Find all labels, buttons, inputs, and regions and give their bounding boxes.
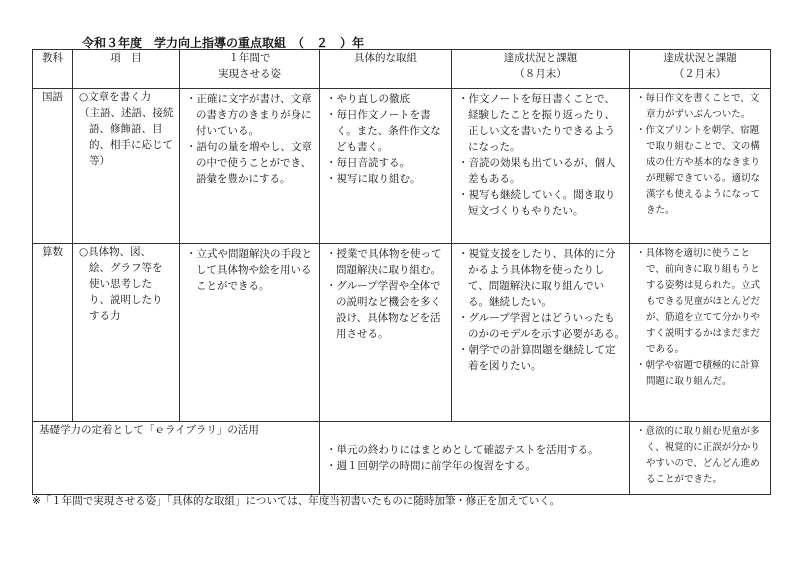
list-item: ・視写に取り組む。 <box>326 173 421 185</box>
list-item: ・正確に文字が書け、文章の書き方のきまりが身に付いている。 <box>186 93 312 137</box>
goal-cell <box>180 89 320 244</box>
header-annual-goal: １年間で 実現させる姿 <box>180 50 320 89</box>
list-item: ・毎日作文を書くことで、文章力がずいぶんついた。 <box>636 93 760 120</box>
topic-cell <box>73 244 180 422</box>
plan-table <box>32 49 771 495</box>
row-sansu <box>33 244 771 422</box>
topic-sub: 絵、グラフ等を <box>89 262 163 274</box>
actions-cell <box>320 89 452 244</box>
subject-cell: 国語 <box>33 89 73 244</box>
topic-main: ○具体物、図、 <box>79 246 152 258</box>
list-item: ・毎日音読する。 <box>326 157 410 169</box>
page-title: 令和３年度 学力向上指導の重点取組 （ ２ ）年 <box>82 36 365 50</box>
topic-sub: 等） <box>89 155 110 167</box>
subject-cell: 算数 <box>33 244 73 422</box>
list-item: ・音読の効果も出ているが、個人差もある。 <box>458 157 616 185</box>
list-item: ・朝学や宿題で積極的に計算問題に取り組んだ。 <box>636 360 760 387</box>
elibrary-feb-cell <box>630 422 771 495</box>
header-status-feb: 達成状況と課題 （２月末） <box>630 50 771 89</box>
topic-main: ○文章を書く力 <box>79 91 152 103</box>
list-item: ・毎日作文ノートを書く。また、条件作文なども書く。 <box>326 109 441 153</box>
list-item: ・授業で具体物を使って問題解決に取り組む。 <box>326 248 442 276</box>
elibrary-topic-cell <box>33 422 320 495</box>
topic-sub: 語、修飾語、目 <box>89 123 163 135</box>
list-item: ・視覚支援をしたり、具体的に分かるよう具体物を使ったりして、問題解決に取り組んでいる。継続したい。 <box>458 248 616 308</box>
list-item: ・作文プリントを朝学、宿題で取り組むことで、文の構成の仕方や基本的なきまりが理解できている。適切な漢字も使えるようになってきた。 <box>636 125 761 216</box>
topic-sub: 的、相手に応じて <box>89 139 173 151</box>
list-item: ・週１回朝学の時間に前学年の復習をする。 <box>326 460 536 472</box>
list-item: ・グループ学習や全体での説明など機会を多く設け、具体物などを活用させる。 <box>326 280 441 340</box>
header-item: 項 目 <box>73 50 180 89</box>
header-subject: 教科 <box>33 50 73 89</box>
topic-sub: する力 <box>89 310 121 322</box>
topic-sub: （主語、述語、接続 <box>79 107 174 119</box>
list-item: ・朝学での計算問題を継続して定着を図りたい。 <box>458 344 616 372</box>
feb-status-cell <box>630 89 771 244</box>
row-kokugo <box>33 89 771 244</box>
goal-cell <box>180 244 320 422</box>
topic-cell <box>73 89 180 244</box>
aug-status-cell <box>452 89 630 244</box>
header-actions: 具体的な取組 <box>320 50 452 89</box>
list-item: ・グループ学習とはどういったものかのモデルを示す必要がある。 <box>458 312 625 340</box>
header-status-aug: 達成状況と課題 （８月末） <box>452 50 630 89</box>
topic-sub: り、説明したり <box>89 294 163 306</box>
footnote: ※「１年間で実現させる姿」「具体的な取組」については、年度当初書いたものに随時加筆・修正を加えていく。 <box>32 495 561 507</box>
list-item: ・意欲的に取り組む児童が多く、視覚的に正誤が分かりやすいので、どんどん進めることができた。 <box>636 426 760 485</box>
list-item: ・立式や問題解決の手段として具体物や絵を用いることができる。 <box>186 248 312 292</box>
list-item: ・作文ノートを毎日書くことで、経験したことを振り返ったり、正しい文を書いたりできるようになった。 <box>458 93 615 153</box>
list-item: ・単元の終わりにはまとめとして確認テストを活用する。 <box>326 444 599 456</box>
list-item: ・やり直しの徹底 <box>326 93 410 105</box>
elibrary-actions-cell <box>320 422 630 495</box>
row-elibrary <box>33 422 771 495</box>
list-item: ・視写も継続していく。聞き取り短文づくりもやりたい。 <box>458 189 616 217</box>
list-item: ・具体物を適切に使うことで、前向きに取り組もうとする姿勢は見られた。立式もできる児童がほとんどだが、筋道を立てて分かりやすく説明するかはまだまだである。 <box>636 248 761 355</box>
feb-status-cell <box>630 244 771 422</box>
elibrary-topic: 基礎学力の定着として「ｅライブラリ」の活用 <box>39 424 259 436</box>
actions-cell <box>320 244 452 422</box>
aug-status-cell <box>452 244 630 422</box>
topic-sub: 使い思考した <box>89 278 152 290</box>
header-row <box>33 50 771 89</box>
list-item: ・語句の量を増やし、文章の中で使うことができ、語彙を豊かにする。 <box>186 141 312 185</box>
